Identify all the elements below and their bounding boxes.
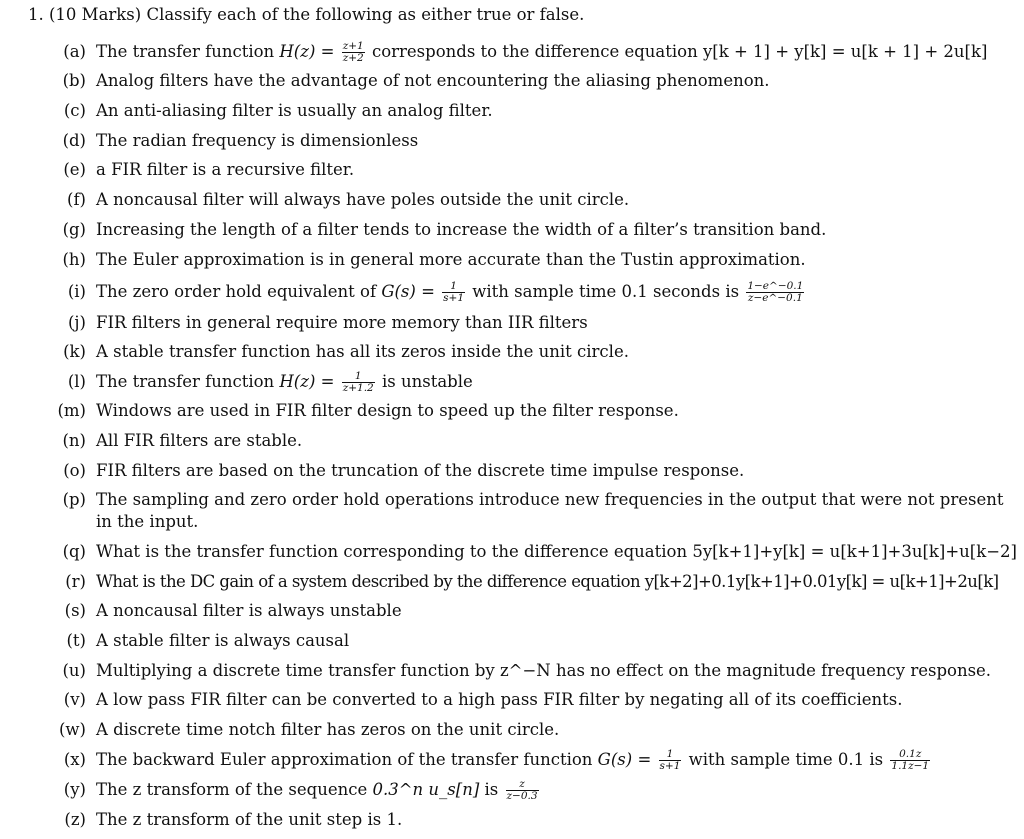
- item-text: The radian frequency is dimensionless: [96, 131, 419, 150]
- item-text: The z transform of the unit step is 1.: [96, 810, 403, 829]
- item-label: (j): [68, 313, 86, 332]
- item-label: (x): [63, 750, 86, 769]
- item-text: Multiplying a discrete time transfer function by z^−N has no effect on the magnitude frequency response.: [96, 661, 992, 680]
- item-text-post: with sample time 0.1 is: [683, 750, 889, 769]
- fraction-denominator: z−e^−0.1: [747, 292, 803, 304]
- item-text: What is the transfer function corresponding to the difference equation 5y[k+1]+y[k] = u[k+1]+3u[k]+u[k−2]: [96, 542, 1017, 561]
- item-text: Increasing the length of a filter tends to increase the width of a filter’s transition band.: [96, 220, 827, 239]
- fraction: [890, 749, 930, 772]
- math-expression: H(z) =: [279, 42, 340, 61]
- item-text-pre: The transfer function: [96, 42, 280, 61]
- item-text-pre: The zero order hold equivalent of: [96, 282, 382, 301]
- fraction-denominator: s+1: [443, 292, 465, 304]
- item-text: A stable filter is always causal: [96, 631, 350, 650]
- item-label: (q): [62, 542, 86, 561]
- item-label: (c): [63, 101, 86, 120]
- item-text-post: is unstable: [376, 372, 473, 391]
- item-text: An anti-aliasing filter is usually an analog filter.: [96, 101, 493, 120]
- item-label: (e): [63, 160, 86, 179]
- item-text: What is the DC gain of a system described by the difference equation y[k+2]+0.1y[k+1]+0.01y[k] = u[k+1]+2u[k]: [96, 572, 999, 591]
- item-text: [96, 281, 1018, 304]
- item-label: (k): [63, 342, 86, 361]
- item-label: (i): [67, 282, 86, 301]
- fraction-denominator: s+1: [659, 760, 681, 772]
- item-text-post: corresponds to the difference equation y[k + 1] + y[k] = u[k + 1] + 2u[k]: [366, 42, 988, 61]
- fraction: [506, 779, 539, 802]
- item-text: [96, 41, 1018, 64]
- item-text: A low pass FIR filter can be converted to a high pass FIR filter by negating all of its coefficients.: [96, 690, 903, 709]
- item-label: (r): [65, 572, 86, 591]
- item-label: (z): [64, 810, 86, 829]
- item-label: (y): [63, 780, 86, 799]
- item-label: (l): [67, 372, 86, 391]
- fraction-numerator: 1: [442, 281, 465, 293]
- math-expression: G(s) =: [381, 282, 441, 301]
- item-text-pre: The z transform of the sequence: [96, 780, 373, 799]
- item-text-pre: The transfer function: [96, 372, 280, 391]
- item-text: A stable transfer function has all its zeros inside the unit circle.: [96, 342, 629, 361]
- item-label: (n): [62, 431, 86, 450]
- item-label: (f): [67, 190, 86, 209]
- item-text: [96, 779, 1018, 802]
- item-label: (m): [57, 401, 86, 420]
- fraction-denominator: z−0.3: [506, 790, 538, 802]
- item-label: (o): [63, 461, 86, 480]
- item-label: (t): [66, 631, 86, 650]
- question-header: [28, 5, 584, 24]
- item-text: All FIR filters are stable.: [96, 431, 303, 450]
- item-label: (u): [62, 661, 86, 680]
- item-label: (h): [62, 250, 86, 269]
- math-expression: H(z) =: [279, 372, 340, 391]
- item-text: The Euler approximation is in general more accurate than the Tustin approximation.: [96, 250, 806, 269]
- item-text-post: is: [479, 780, 504, 799]
- math-expression: 0.3^n u_s[n]: [372, 780, 480, 799]
- item-text: a FIR filter is a recursive filter.: [96, 160, 355, 179]
- item-text: A discrete time notch filter has zeros on the unit circle.: [96, 720, 560, 739]
- item-label: (b): [62, 71, 86, 90]
- item-label: (g): [62, 220, 86, 239]
- item-text: A noncausal filter is always unstable: [96, 601, 402, 620]
- fraction: [342, 41, 365, 64]
- item-label: (s): [64, 601, 86, 620]
- fraction-numerator: z+1: [342, 40, 364, 52]
- fraction: [659, 749, 682, 772]
- question-number: 1.: [28, 5, 44, 24]
- fraction-numerator: z: [506, 779, 539, 791]
- item-label: (p): [62, 490, 86, 509]
- fraction: [746, 281, 804, 304]
- item-label: (d): [62, 131, 86, 150]
- item-text: FIR filters are based on the truncation of the discrete time impulse response.: [96, 461, 745, 480]
- fraction-numerator: 1−e^−0.1: [747, 280, 804, 292]
- item-text: Analog filters have the advantage of not encountering the aliasing phenomenon.: [96, 71, 770, 90]
- fraction-denominator: 1.1z−1: [891, 760, 930, 772]
- item-text: A noncausal filter will always have poles outside the unit circle.: [96, 190, 630, 209]
- fraction-denominator: z+2: [342, 52, 364, 64]
- fraction-numerator: 1: [342, 371, 375, 383]
- item-label: (w): [59, 720, 86, 739]
- item-text: [96, 749, 1018, 772]
- fraction-numerator: 1: [659, 749, 682, 761]
- fraction: [442, 281, 465, 304]
- question-header-text: (10 Marks) Classify each of the following as either true or false.: [49, 5, 585, 24]
- math-expression: G(s) =: [597, 750, 657, 769]
- fraction: [342, 371, 375, 394]
- item-text: [96, 371, 1018, 394]
- item-label: (a): [63, 42, 86, 61]
- item-label: (v): [63, 690, 86, 709]
- item-text-post: with sample time 0.1 seconds is: [467, 282, 745, 301]
- fraction-numerator: 0.1z: [890, 749, 930, 761]
- item-text: The sampling and zero order hold operations introduce new frequencies in the output that were not present in the input.: [96, 490, 1004, 531]
- item-text: Windows are used in FIR filter design to speed up the filter response.: [96, 401, 679, 420]
- fraction-denominator: z+1.2: [342, 382, 374, 394]
- item-text: FIR filters in general require more memory than IIR filters: [96, 313, 588, 332]
- item-text-pre: The backward Euler approximation of the transfer function: [96, 750, 598, 769]
